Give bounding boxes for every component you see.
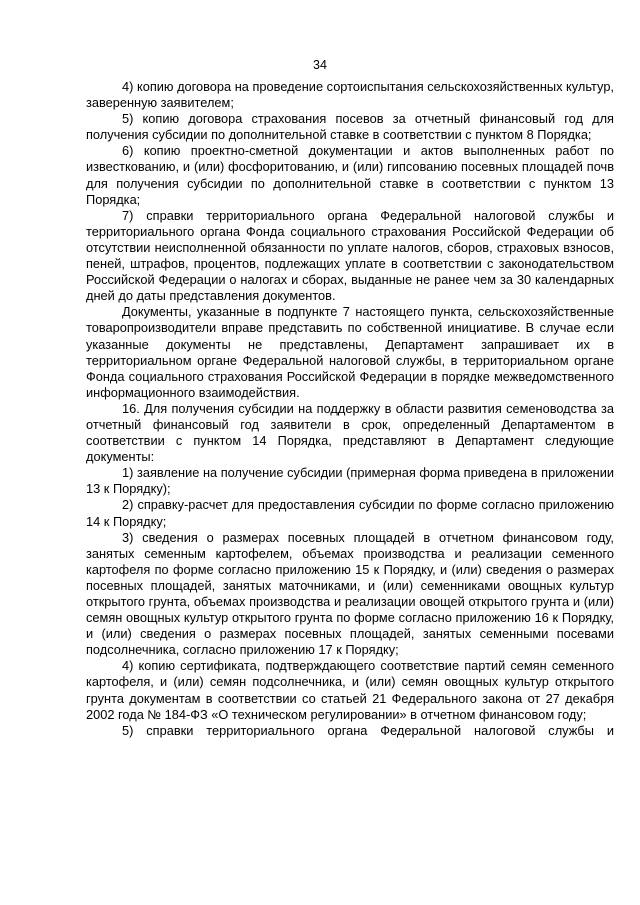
page-number: 34: [313, 58, 327, 72]
document-body: [86, 79, 614, 739]
paragraph: 5) копию договора страхования посевов за отчетный финансовый год для получения субсидии по дополнительной ставке в соответствии с пунктом 8 Порядка;: [86, 111, 614, 143]
paragraph: 3) сведения о размерах посевных площадей в отчетном финансовом году, занятых семенным картофелем, объемах производства и реализации семенного картофеля по форме согласно приложению 15 к Порядку, и (или) сведения о размерах посевных площадей, занятых маточниками, и (или) семенниками овощных культур открытого грунта, объемах производства и реализации овощей открытого грунта и (или) семян овощных культур открытого грунта по форме согласно приложению 16 к Порядку, и (или) сведения о размерах посевных площадей, занятых семенными посевами подсолнечника, согласно приложению 17 к Порядку;: [86, 529, 614, 658]
paragraph: 1) заявление на получение субсидии (примерная форма приведена в приложении 13 к Порядку);: [86, 465, 614, 497]
paragraph: Документы, указанные в подпункте 7 настоящего пункта, сельскохозяйственные товаропроизводители вправе представить по собственной инициативе. В случае если указанные документы не представлены, Департамент запрашивает их в территориальном органе Федеральной налоговой службы, в территориальном органе Фонда социального страхования Российской Федерации в порядке межведомственного информационного взаимодействия.: [86, 304, 614, 400]
paragraph: 5) справки территориального органа Федеральной налоговой службы и: [122, 722, 614, 738]
paragraph: 6) копию проектно-сметной документации и актов выполненных работ по известкованию, и (или) фосфоритованию, и (или) гипсованию посевных площадей почв для получения субсидии по дополнительной ставке в соответствии с пунктом 13 Порядка;: [86, 143, 614, 207]
paragraph: 4) копию договора на проведение сортоиспытания сельскохозяйственных культур, заверенную заявителем;: [86, 79, 614, 111]
paragraph: 4) копию сертификата, подтверждающего соответствие партий семян семенного картофеля, и (или) семян подсолнечника, и (или) семян овощных культур открытого грунта документам в соответствии со статьей 21 Федерального закона от 27 декабря 2002 года № 184-ФЗ «О техническом регулировании» в отчетном финансовом году;: [86, 658, 614, 722]
paragraph: 16. Для получения субсидии на поддержку в области развития семеноводства за отчетный финансовый год заявители в срок, определенный Департаментом в соответствии с пунктом 14 Порядка, представляют в Департамент следующие документы:: [86, 400, 614, 465]
paragraph: 7) справки территориального органа Федеральной налоговой службы и территориального органа Фонда социального страхования Российской Федерации об отсутствии неисполненной обязанности по уплате налогов, сборов, страховых взносов, пеней, штрафов, процентов, подлежащих уплате в соответствии с законодательством Российской Федерации о налогах и сборах, выданные не ранее чем за 30 календарных дней до даты представления документов.: [86, 207, 614, 304]
paragraph: 2) справку-расчет для предоставления субсидии по форме согласно приложению 14 к Порядку;: [86, 497, 614, 529]
